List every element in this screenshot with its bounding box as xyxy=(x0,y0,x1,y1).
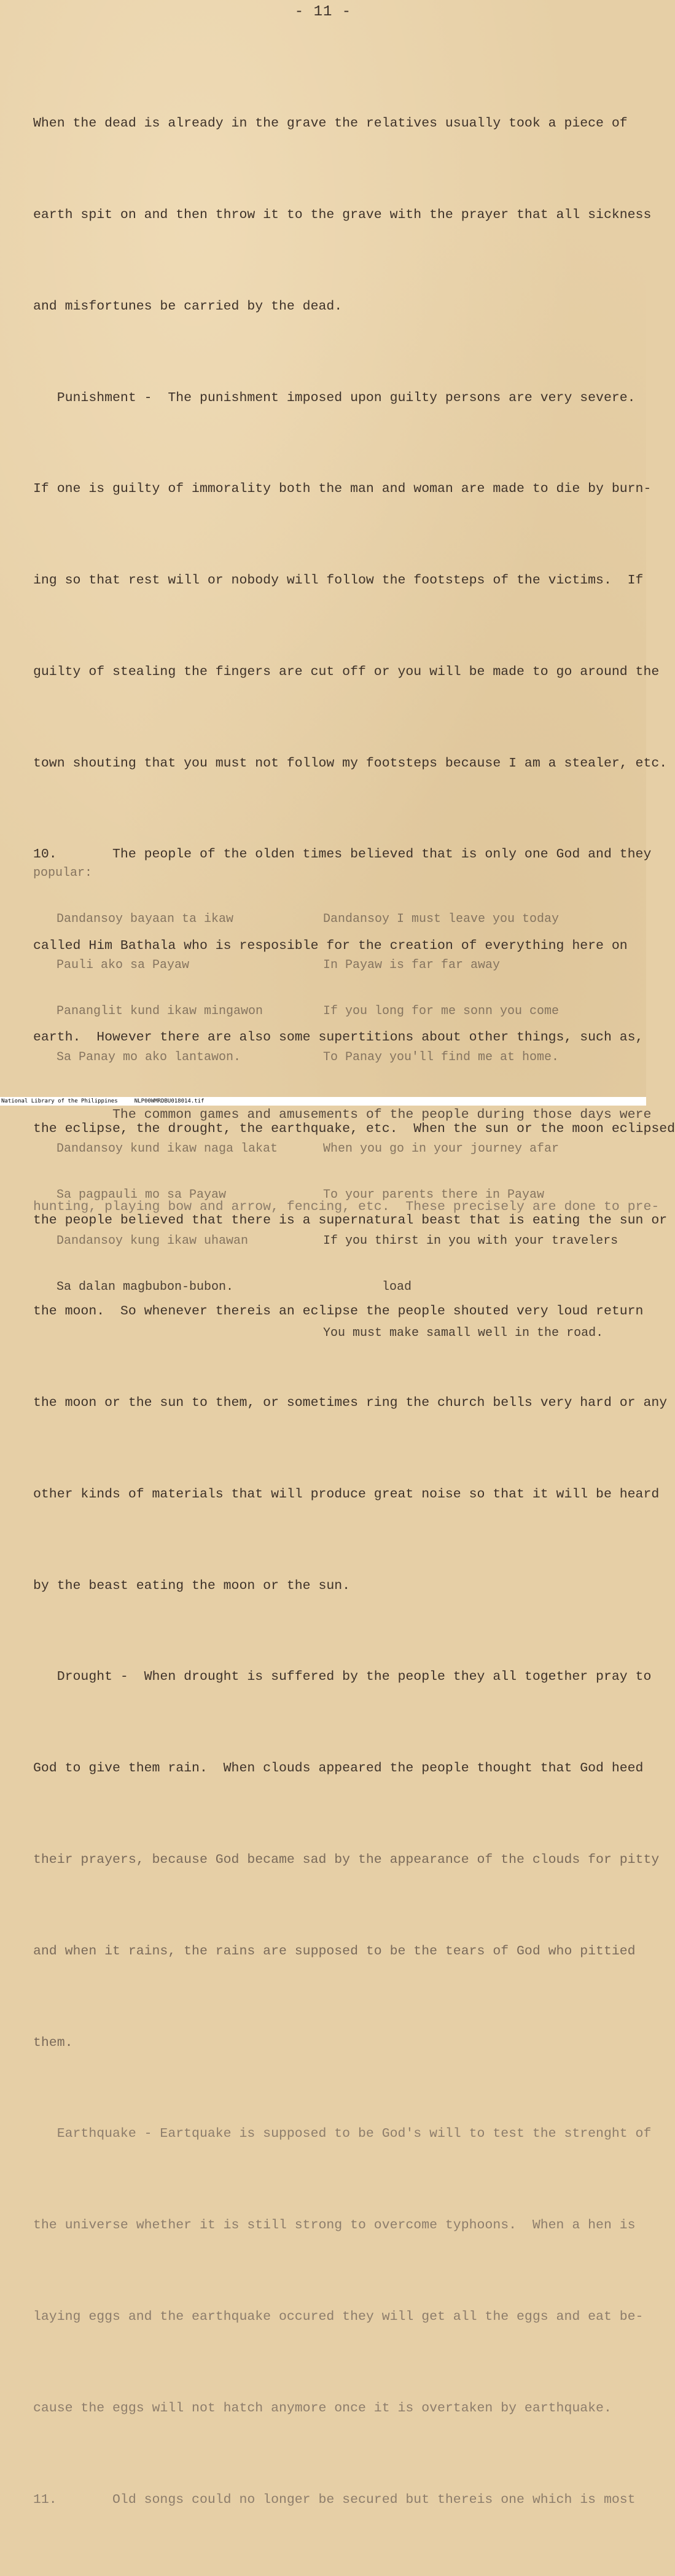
verse-line: Dandansoy I must leave you today xyxy=(323,912,560,926)
text-line: The common games and amusements of the people during those days were xyxy=(33,1107,652,1122)
text-line: and when it rains, the rains are supposed to be the tears of God who pittied xyxy=(33,1943,636,1959)
text-line: the eclipse, the drought, the earthquake, etc. When the sun or the moon eclipsed xyxy=(33,1121,675,1136)
text-line: earth spit on and then throw it to the grave with the prayer that all sickness xyxy=(33,207,652,222)
text-line: If one is guilty of immorality both the man and woman are made to die by burn- xyxy=(33,482,652,497)
text-line: town shouting that you must not follow my footsteps because I am a stealer, etc. xyxy=(33,755,668,771)
verse-line: When you go in your journey afar xyxy=(323,1142,560,1156)
text-line: laying eggs and the earthquake occured they will get all the eggs and eat be- xyxy=(33,2309,644,2324)
text-line: other kinds of materials that will produce great noise so that it will be heard xyxy=(33,1486,660,1502)
verse-line: load xyxy=(323,1280,412,1294)
text-line: When the dead is already in the grave the relatives usually took a piece of xyxy=(33,116,628,131)
verse-line: Dandansoy bayaan ta ikaw xyxy=(57,912,234,926)
verse-line: Sa pagpauli mo sa Payaw xyxy=(57,1188,227,1202)
verse-line: Sa dalan magbubon-bubon. xyxy=(57,1280,234,1294)
text-line: 11. Old songs could no longer be secured but thereis one which is most xyxy=(33,2492,636,2507)
text-line: guilty of stealing the fingers are cut off or you will be made to go around the xyxy=(33,664,660,679)
text-line: their prayers, because God became sad by the appearance of the clouds for pitty xyxy=(33,1852,660,1868)
verse-line: If you thirst in you with your travelers xyxy=(323,1234,618,1248)
page-number: - 11 - xyxy=(294,4,352,20)
verse-line: Sa Panay mo ako lantawon. xyxy=(57,1050,241,1064)
verse-line: Pauli ako sa Payaw xyxy=(57,958,190,972)
verses-intro: popular: xyxy=(33,866,93,880)
text-line: ing so that rest will or nobody will follow the footsteps of the victims. If xyxy=(33,573,644,588)
text-line: Drought - When drought is suffered by the people they all together pray to xyxy=(33,1669,652,1685)
text-line: by the beast eating the moon or the sun. xyxy=(33,1578,351,1593)
verse-line: Dandansoy kung ikaw uhawan xyxy=(57,1234,249,1248)
text-line: Earthquake - Eartquake is supposed to be God's will to test the strenght of xyxy=(33,2126,652,2142)
verse-line: To Panay you'll find me at home. xyxy=(323,1050,560,1064)
text-line: hunting, playing bow and arrow, fencing, etc. These precisely are done to pre- xyxy=(33,1200,660,1214)
text-line: the people believed that there is a supernatural beast that is eating the sun or xyxy=(33,1212,668,1228)
text-line: the moon. So whenever thereis an eclipse the people shouted very loud return xyxy=(33,1304,644,1319)
text-line: called Him Bathala who is resposible for the creation of everything here on xyxy=(33,939,628,954)
text-line: cause the eggs will not hatch anymore once it is overtaken by earthquake. xyxy=(33,2400,612,2416)
verse-line: To your parents there in Payaw xyxy=(323,1188,545,1202)
text-line: the moon or the sun to them, or sometimes ring the church bells very hard or any xyxy=(33,1395,668,1411)
text-line: God to give them rain. When clouds appeared the people thought that God heed xyxy=(33,1761,644,1776)
verse-line: Dandansoy kund ikaw naga lakat xyxy=(57,1142,278,1156)
text-line: Punishment - The punishment imposed upon guilty persons are very severe. xyxy=(33,390,636,405)
verse-line: In Payaw is far far away xyxy=(323,958,501,972)
scan-footer: National Library of the Philippines NLP00WMRDBU018014.tif xyxy=(0,1097,646,1106)
text-line: the universe whether it is still strong to overcome typhoons. When a hen is xyxy=(33,2218,636,2233)
verse-line: Pananglit kund ikaw mingawon xyxy=(57,1004,263,1018)
text-line: them. xyxy=(33,2035,73,2050)
text-line: and misfortunes be carried by the dead. xyxy=(33,299,343,314)
verse-line: If you long for me sonn you come xyxy=(323,1004,560,1018)
text-line: 10. The people of the olden times believed that is only one God and they xyxy=(33,847,652,862)
closing-paragraph xyxy=(33,1038,675,1284)
text-line: earth. However there are also some supertitions about other things, such as, xyxy=(33,1030,644,1045)
verse-line: You must make samall well in the road. xyxy=(323,1326,604,1340)
